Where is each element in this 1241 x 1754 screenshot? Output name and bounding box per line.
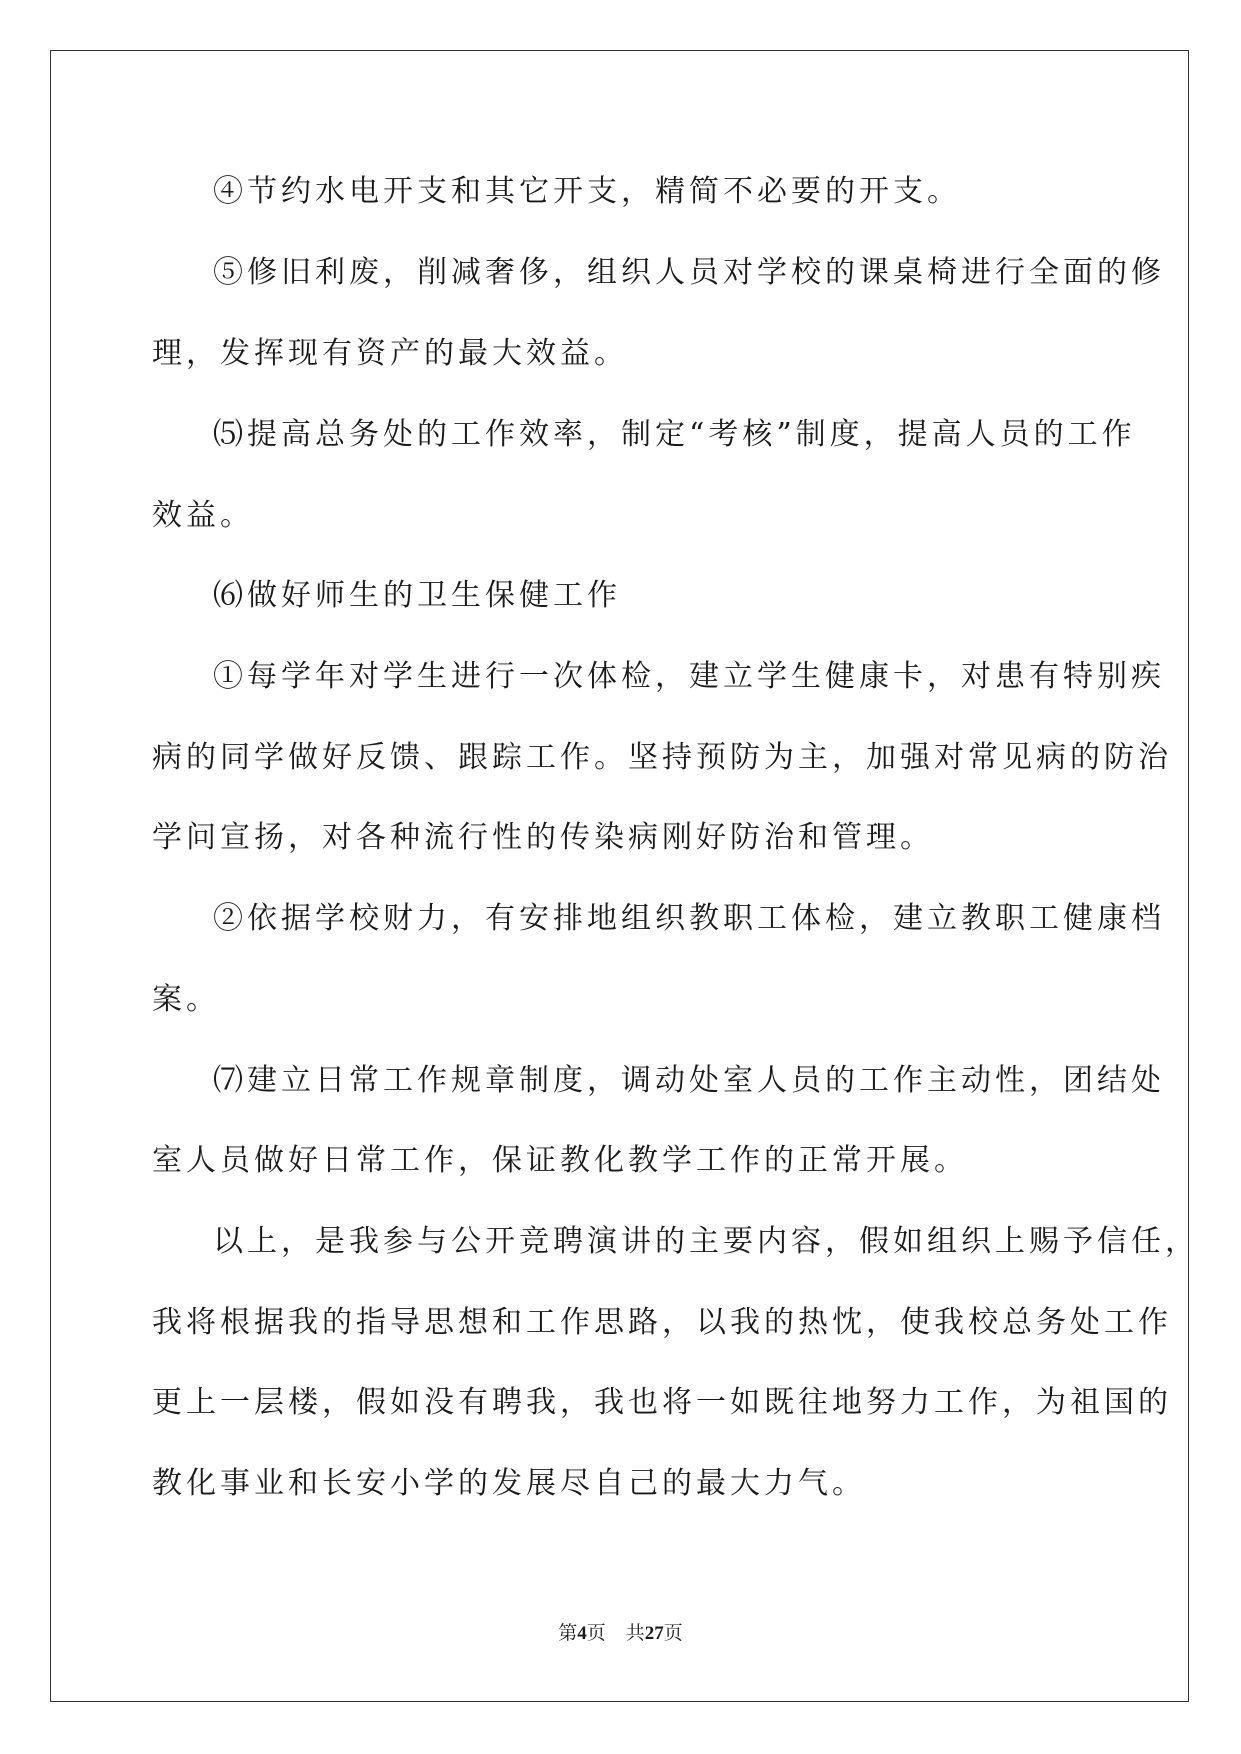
paragraph-line: 以上，是我参与公开竞聘演讲的主要内容，假如组织上赐予信任，: [213, 1224, 1199, 1259]
page-suffix: 页: [586, 1623, 606, 1644]
page-border: [50, 50, 1189, 1702]
page-number: 4: [577, 1623, 587, 1644]
total-pages: 27: [644, 1623, 664, 1644]
paragraph-line: 病的同学做好反馈、跟踪工作。坚持预防为主，加强对常见病的防治: [152, 740, 1172, 775]
paragraph-line: 理，发挥现有资产的最大效益。: [152, 336, 628, 371]
total-prefix: 共: [625, 1623, 645, 1644]
paragraph-line: 我将根据我的指导思想和工作思路，以我的热忱，使我校总务处工作: [152, 1305, 1172, 1340]
page-prefix: 第: [558, 1623, 578, 1644]
paragraph-line: ④节约水电开支和其它开支，精简不必要的开支。: [213, 174, 961, 209]
paragraph-line: 效益。: [152, 498, 254, 533]
paragraph-line: ①每学年对学生进行一次体检，建立学生健康卡，对患有特别疾: [213, 659, 1165, 694]
page-footer: [0, 1618, 1241, 1645]
paragraph-line: ⑤修旧利废，削减奢侈，组织人员对学校的课桌椅进行全面的修: [213, 255, 1165, 290]
paragraph-line: 案。: [152, 982, 220, 1017]
paragraph-line: 更上一层楼，假如没有聘我，我也将一如既往地努力工作，为祖国的: [152, 1385, 1172, 1420]
total-suffix: 页: [663, 1623, 683, 1644]
paragraph-line: 教化事业和长安小学的发展尽自己的最大力气。: [152, 1466, 866, 1501]
paragraph-line: 室人员做好日常工作，保证教化教学工作的正常开展。: [152, 1143, 968, 1178]
paragraph-line: ②依据学校财力，有安排地组织教职工体检，建立教职工健康档: [213, 901, 1165, 936]
paragraph-line: ⑺建立日常工作规章制度，调动处室人员的工作主动性，团结处: [213, 1063, 1165, 1098]
section-heading: ⑹做好师生的卫生保健工作: [213, 578, 621, 613]
paragraph-line: 学问宣扬，对各种流行性的传染病刚好防治和管理。: [152, 820, 934, 855]
paragraph-line: ⑸提高总务处的工作效率，制定“考核”制度，提高人员的工作: [213, 417, 1136, 452]
